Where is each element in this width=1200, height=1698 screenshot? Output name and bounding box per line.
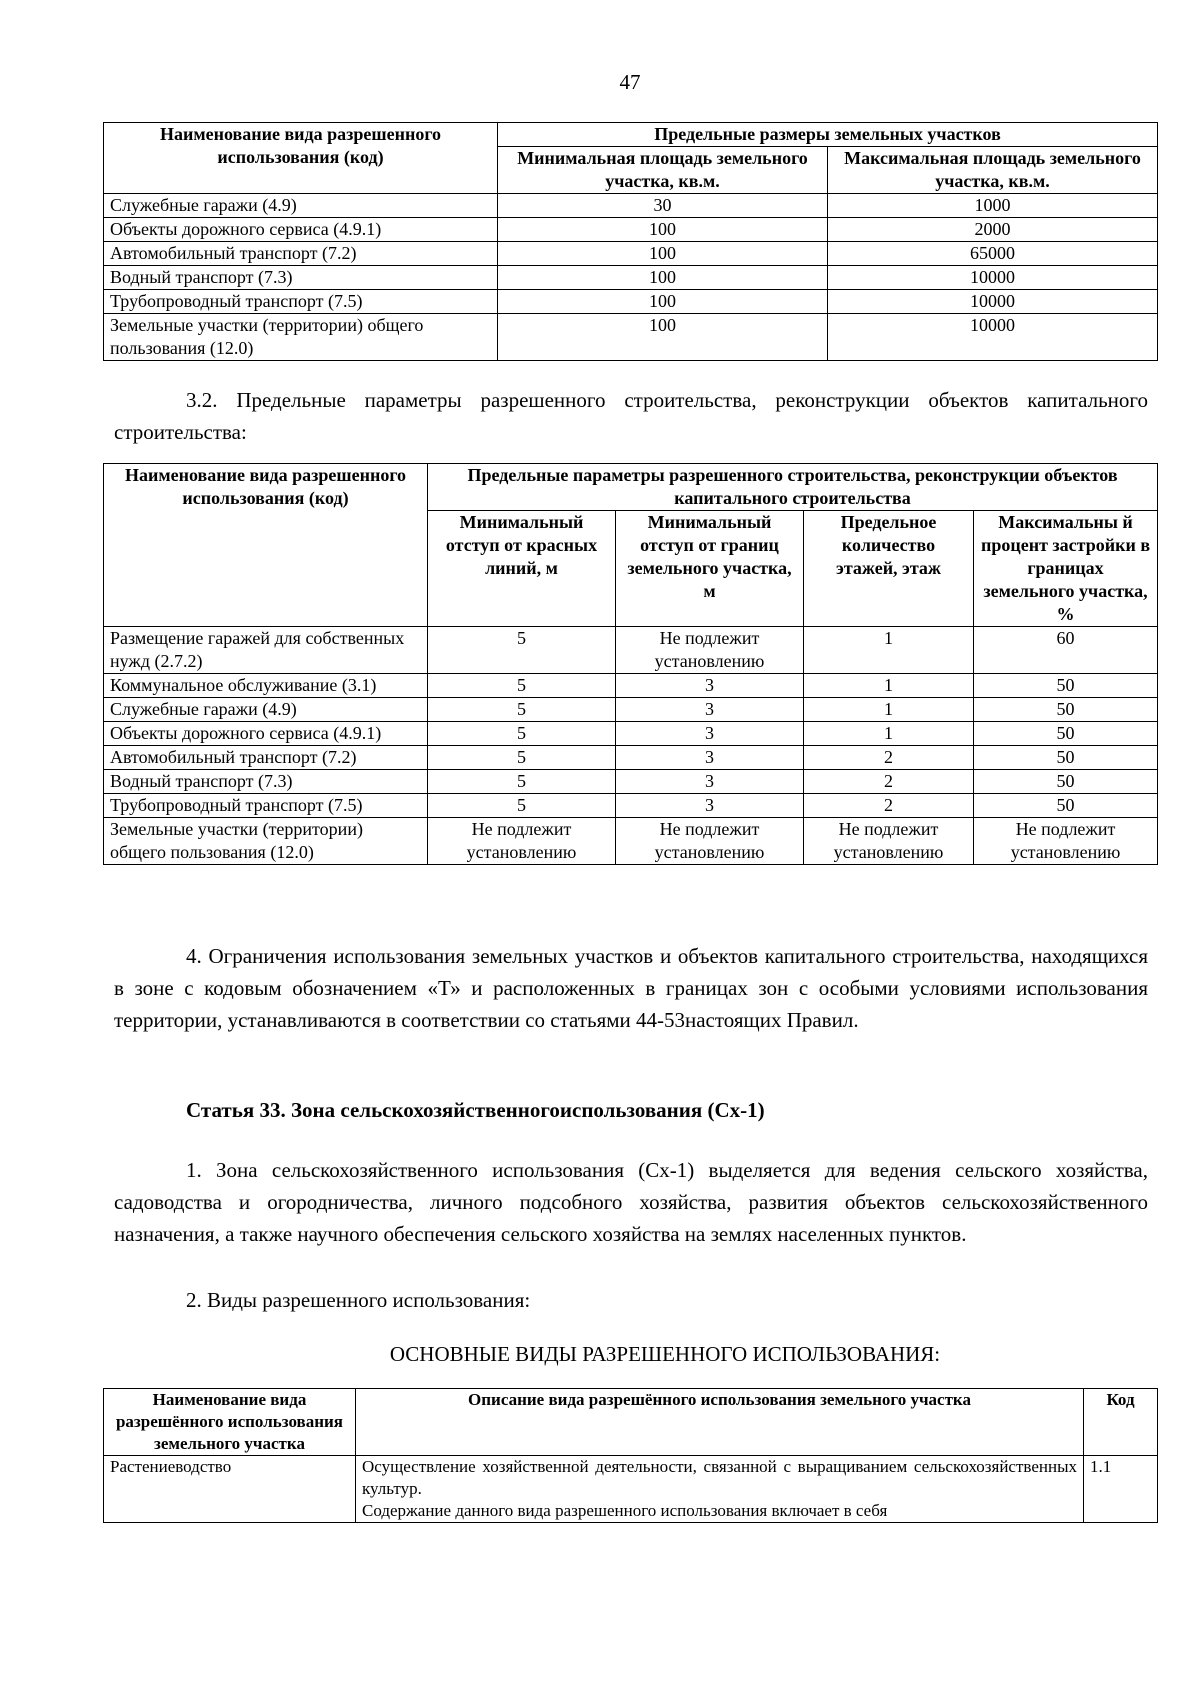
row-boundary-setback: 3 [616, 794, 804, 818]
construction-parameters-table [103, 463, 1158, 865]
paragraph-3-2: 3.2. Предельные параметры разрешенного строительства, реконструкции объектов капитального строительства: [114, 388, 1148, 444]
section-caps-title: ОСНОВНЫЕ ВИДЫ РАЗРЕШЕННОГО ИСПОЛЬЗОВАНИЯ: [389, 1342, 941, 1366]
row-name: Земельные участки (территории) общего пользования (12.0) [104, 818, 428, 865]
row-coverage: 50 [974, 794, 1158, 818]
column-header-name: Наименование вида разрешенного использования (код) [104, 464, 428, 627]
row-coverage: 50 [974, 698, 1158, 722]
row-floors: 1 [804, 674, 974, 698]
row-max-area: 10000 [828, 314, 1158, 361]
table-row [104, 290, 1158, 314]
row-description [356, 1456, 1084, 1523]
table-row [104, 266, 1158, 290]
paragraph-1: 1. Зона сельскохозяйственного использования (Сх-1) выделяется для ведения сельского хозяйства, садоводства и огородничества, личного подсобного хозяйства, развития объектов сельскохозяйственного назначения, а также научного обеспечения сельского хозяйства на землях населенных пунктов. [114, 1158, 1148, 1246]
row-coverage: 50 [974, 746, 1158, 770]
column-header-code: Код [1084, 1389, 1158, 1456]
table-row [104, 1456, 1158, 1523]
column-header-floors: Предельное количество этажей, этаж [804, 511, 974, 627]
row-min-area: 30 [498, 194, 828, 218]
row-boundary-setback: Не подлежит установлению [616, 818, 804, 865]
table-row [104, 674, 1158, 698]
row-floors: 1 [804, 722, 974, 746]
row-description-line-1: Осуществление хозяйственной деятельности, связанной с выращиванием сельскохозяйственных культур. [362, 1457, 1077, 1498]
paragraph-2: 2. Виды разрешенного использования: [186, 1288, 531, 1312]
row-red-line-setback: 5 [428, 722, 616, 746]
column-header-max-area: Максимальная площадь земельного участка, кв.м. [828, 147, 1158, 194]
table-row [104, 770, 1158, 794]
row-floors: 1 [804, 698, 974, 722]
table-row [104, 722, 1158, 746]
row-floors: 2 [804, 770, 974, 794]
row-name: Растениеводство [104, 1456, 356, 1523]
table-row [104, 194, 1158, 218]
table-header-row [104, 464, 1158, 511]
row-name: Земельные участки (территории) общего пользования (12.0) [104, 314, 498, 361]
row-min-area: 100 [498, 290, 828, 314]
row-coverage: Не подлежит установлению [974, 818, 1158, 865]
row-max-area: 10000 [828, 290, 1158, 314]
row-floors: Не подлежит установлению [804, 818, 974, 865]
column-header-group: Предельные размеры земельных участков [498, 123, 1158, 147]
row-boundary-setback: 3 [616, 674, 804, 698]
row-red-line-setback: 5 [428, 674, 616, 698]
row-max-area: 2000 [828, 218, 1158, 242]
row-coverage: 50 [974, 722, 1158, 746]
table-row [104, 242, 1158, 266]
row-floors: 2 [804, 794, 974, 818]
row-red-line-setback: 5 [428, 698, 616, 722]
column-header-description: Описание вида разрешённого использования земельного участка [356, 1389, 1084, 1456]
row-name: Служебные гаражи (4.9) [104, 194, 498, 218]
row-description-line-2: Содержание данного вида разрешенного использования включает в себя [362, 1501, 888, 1520]
row-name: Размещение гаражей для собственных нужд (2.7.2) [104, 627, 428, 674]
land-plot-size-table [103, 122, 1158, 361]
column-header-coverage: Максимальны й процент застройки в границах земельного участка, % [974, 511, 1158, 627]
permitted-use-table [103, 1388, 1158, 1523]
column-header-red-line-setback: Минимальный отступ от красных линий, м [428, 511, 616, 627]
row-name: Трубопроводный транспорт (7.5) [104, 290, 498, 314]
table-header-row [104, 123, 1158, 147]
row-min-area: 100 [498, 314, 828, 361]
paragraph-4: 4. Ограничения использования земельных участков и объектов капитального строительства, находящихся в зоне с кодовым обозначением «Т» и расположенных в границах зон с особыми условиями использования территории, устанавливаются в соответствии со статьями 44-53настоящих Правил. [114, 944, 1148, 1032]
row-boundary-setback: 3 [616, 746, 804, 770]
row-floors: 2 [804, 746, 974, 770]
row-coverage: 60 [974, 627, 1158, 674]
column-header-group: Предельные параметры разрешенного строительства, реконструкции объектов капитального строительства [428, 464, 1158, 511]
row-red-line-setback: 5 [428, 627, 616, 674]
row-name: Водный транспорт (7.3) [104, 770, 428, 794]
row-name: Объекты дорожного сервиса (4.9.1) [104, 218, 498, 242]
row-name: Объекты дорожного сервиса (4.9.1) [104, 722, 428, 746]
row-red-line-setback: Не подлежит установлению [428, 818, 616, 865]
row-max-area: 10000 [828, 266, 1158, 290]
row-min-area: 100 [498, 242, 828, 266]
column-header-name: Наименование вида разрешенного использования (код) [104, 123, 498, 194]
table-row [104, 314, 1158, 361]
row-min-area: 100 [498, 218, 828, 242]
table-row [104, 746, 1158, 770]
row-min-area: 100 [498, 266, 828, 290]
table-row [104, 218, 1158, 242]
row-coverage: 50 [974, 674, 1158, 698]
row-floors: 1 [804, 627, 974, 674]
row-max-area: 65000 [828, 242, 1158, 266]
row-coverage: 50 [974, 770, 1158, 794]
row-code: 1.1 [1084, 1456, 1158, 1523]
row-name: Коммунальное обслуживание (3.1) [104, 674, 428, 698]
row-red-line-setback: 5 [428, 746, 616, 770]
table-row [104, 627, 1158, 674]
row-boundary-setback: Не подлежит установлению [616, 627, 804, 674]
row-name: Автомобильный транспорт (7.2) [104, 242, 498, 266]
column-header-name: Наименование вида разрешённого использования земельного участка [104, 1389, 356, 1456]
row-boundary-setback: 3 [616, 722, 804, 746]
row-red-line-setback: 5 [428, 770, 616, 794]
column-header-boundary-setback: Минимальный отступ от границ земельного участка, м [616, 511, 804, 627]
article-heading: Статья 33. Зона сельскохозяйственногоиспользования (Сх-1) [186, 1098, 765, 1122]
table-row [104, 818, 1158, 865]
row-name: Водный транспорт (7.3) [104, 266, 498, 290]
row-name: Трубопроводный транспорт (7.5) [104, 794, 428, 818]
table-row [104, 794, 1158, 818]
table-row [104, 698, 1158, 722]
table-header-row [104, 1389, 1158, 1456]
column-header-min-area: Минимальная площадь земельного участка, кв.м. [498, 147, 828, 194]
row-boundary-setback: 3 [616, 698, 804, 722]
row-boundary-setback: 3 [616, 770, 804, 794]
row-name: Служебные гаражи (4.9) [104, 698, 428, 722]
row-max-area: 1000 [828, 194, 1158, 218]
row-name: Автомобильный транспорт (7.2) [104, 746, 428, 770]
page-number: 47 [619, 70, 641, 94]
row-red-line-setback: 5 [428, 794, 616, 818]
